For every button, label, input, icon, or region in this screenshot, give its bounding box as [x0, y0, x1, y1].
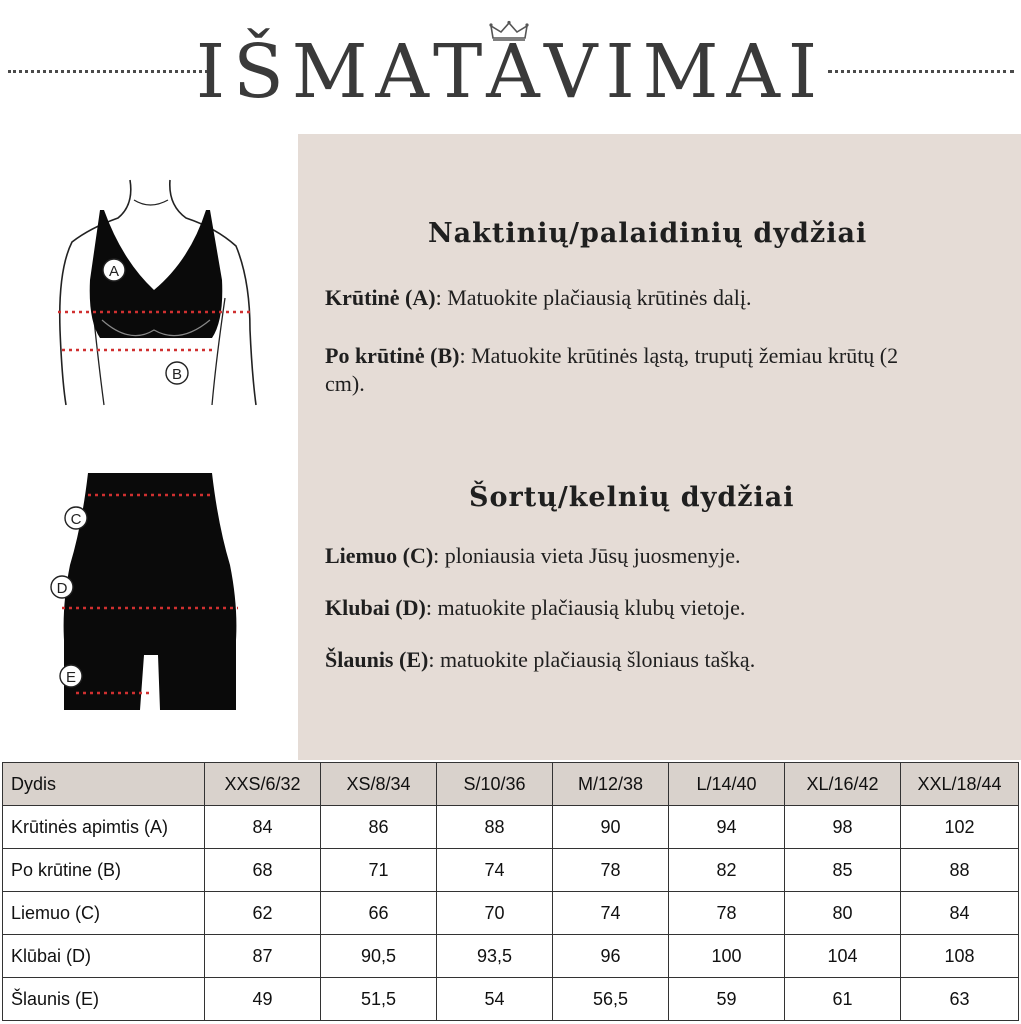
bottom-item-d: [325, 594, 975, 622]
table-cell: 51,5: [321, 978, 437, 1021]
table-cell: 63: [901, 978, 1019, 1021]
bottom-item-c: [325, 542, 975, 570]
table-cell: 78: [669, 892, 785, 935]
table-cell: 84: [901, 892, 1019, 935]
table-header-cell: Dydis: [3, 763, 205, 806]
top-item-b: [325, 342, 935, 398]
table-cell: 82: [669, 849, 785, 892]
table-cell: 88: [437, 806, 553, 849]
table-header-row: [3, 763, 1019, 806]
table-header-cell: XXS/6/32: [205, 763, 321, 806]
table-cell: 84: [205, 806, 321, 849]
table-cell: 90: [553, 806, 669, 849]
table-cell: 71: [321, 849, 437, 892]
table-cell: 70: [437, 892, 553, 935]
table-row: [3, 892, 1019, 935]
table-cell: 90,5: [321, 935, 437, 978]
bottom-item-e-label: Šlaunis (E): [325, 647, 429, 672]
table-cell: 102: [901, 806, 1019, 849]
table-header-cell: XS/8/34: [321, 763, 437, 806]
bottom-item-e: [325, 646, 975, 674]
marker-c-label: C: [70, 511, 82, 528]
top-item-b-label: Po krūtinė (B): [325, 343, 460, 368]
table-cell: 108: [901, 935, 1019, 978]
table-cell: 66: [321, 892, 437, 935]
top-section-title: Naktinių/palaidinių dydžiai: [428, 218, 868, 249]
table-cell: 94: [669, 806, 785, 849]
table-header-cell: M/12/38: [553, 763, 669, 806]
table-row-label: Šlaunis (E): [3, 978, 205, 1021]
bottom-item-c-label: Liemuo (C): [325, 543, 434, 568]
table-row-label: Po krūtine (B): [3, 849, 205, 892]
bottom-item-d-label: Klubai (D): [325, 595, 426, 620]
table-cell: 49: [205, 978, 321, 1021]
table-row: [3, 849, 1019, 892]
bottom-item-e-text: : matuokite plačiausią šloniaus tašką.: [428, 647, 756, 672]
header: [0, 0, 1021, 130]
page-title: IŠMATAVIMAI: [195, 29, 826, 115]
table-header-cell: L/14/40: [669, 763, 785, 806]
marker-b-label: B: [171, 366, 183, 383]
bottom-section-title: Šortų/kelnių dydžiai: [469, 482, 795, 513]
table-cell: 78: [553, 849, 669, 892]
table-header-cell: XL/16/42: [785, 763, 901, 806]
divider-right: [828, 70, 1014, 73]
table-cell: 87: [205, 935, 321, 978]
table-row: [3, 935, 1019, 978]
top-item-a-text: : Matuokite plačiausią krūtinės dalį.: [435, 285, 752, 310]
size-table: [2, 762, 1019, 1021]
marker-e-label: E: [65, 669, 77, 686]
table-cell: 62: [205, 892, 321, 935]
table-cell: 98: [785, 806, 901, 849]
table-cell: 96: [553, 935, 669, 978]
table-cell: 88: [901, 849, 1019, 892]
table-row-label: Liemuo (C): [3, 892, 205, 935]
table-cell: 100: [669, 935, 785, 978]
table-cell: 54: [437, 978, 553, 1021]
table-cell: 56,5: [553, 978, 669, 1021]
table-cell: 74: [553, 892, 669, 935]
shorts-measure-figure: [40, 465, 250, 725]
table-row-label: Klūbai (D): [3, 935, 205, 978]
table-cell: 80: [785, 892, 901, 935]
table-cell: 59: [669, 978, 785, 1021]
table-row-label: Krūtinės apimtis (A): [3, 806, 205, 849]
table-cell: 104: [785, 935, 901, 978]
table-header-cell: S/10/36: [437, 763, 553, 806]
table-row: [3, 806, 1019, 849]
table-cell: 93,5: [437, 935, 553, 978]
marker-a-label: A: [108, 263, 120, 280]
top-item-b-text: : Matuokite krūtinės ląstą, truputį žemiau krūtų (2 cm).: [325, 343, 899, 396]
marker-d-label: D: [56, 580, 68, 597]
top-item-a: [325, 284, 975, 312]
top-item-a-label: Krūtinė (A): [325, 285, 436, 310]
table-row: [3, 978, 1019, 1021]
table-cell: 86: [321, 806, 437, 849]
table-header-cell: XXL/18/44: [901, 763, 1019, 806]
bottom-item-c-text: : ploniausia vieta Jūsų juosmenyje.: [433, 543, 741, 568]
table-cell: 74: [437, 849, 553, 892]
table-cell: 68: [205, 849, 321, 892]
table-cell: 61: [785, 978, 901, 1021]
bra-measure-figure: [30, 170, 280, 410]
table-cell: 85: [785, 849, 901, 892]
bottom-item-d-text: : matuokite plačiausią klubų vietoje.: [425, 595, 746, 620]
